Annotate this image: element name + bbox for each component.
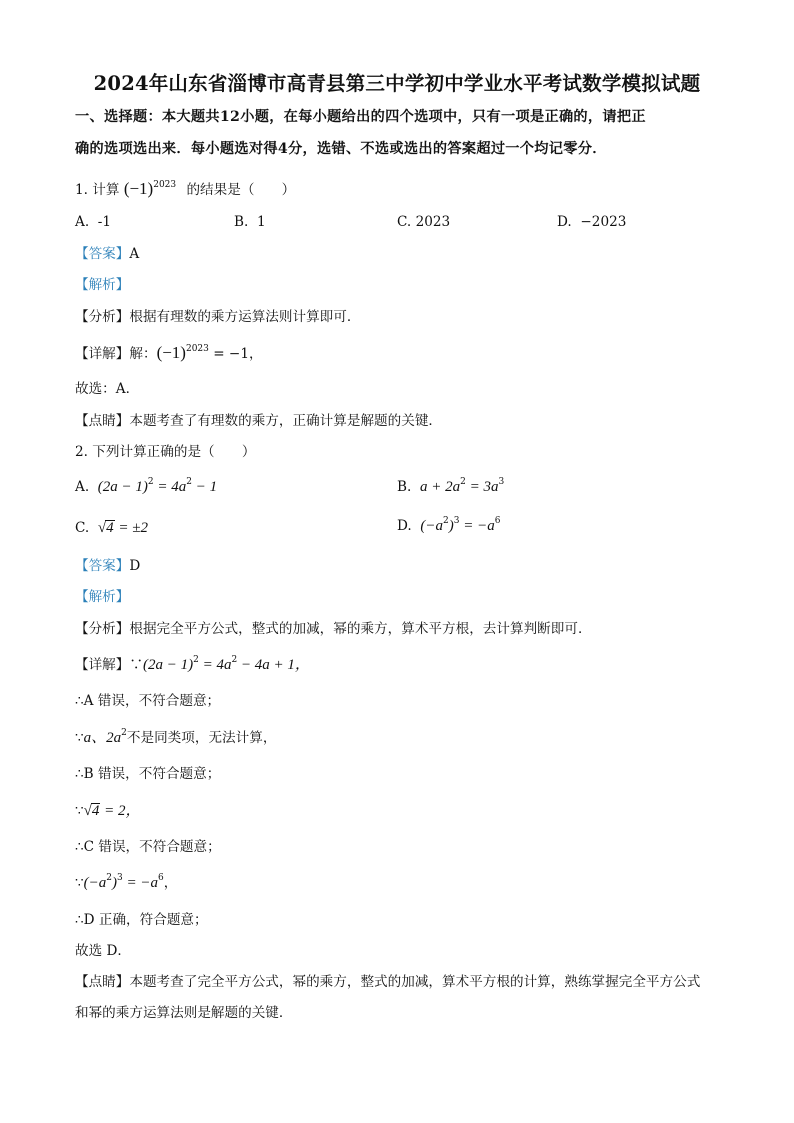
q1-option-d: D. −2023 [557,214,627,230]
q2-option-b: B. $a + 2a^2 = 3a^3$ [397,477,505,495]
q1-analysis-label: 【解析】 [75,277,130,293]
page-title: 2024年山东省淄博市高青县第三中学初中学业水平考试数学模拟试题 [93,72,701,95]
q1-base: (−1) [123,179,154,198]
q2-detail-2: ∴A 错误，不符合题意； [75,693,221,709]
q2-detail-3: ∵a、$2a^2$不是同类项，无法计算， [75,728,277,746]
q2-detail-1: 【详解】∵(2a − $1)^2 = 4a^2 - 4a + 1$， [75,655,310,673]
q2-option-a: A. $(2a - 1)^2 = 4a^2 - 1$ [75,477,218,495]
q2-detail-7: $\because(-a^2)^3 = -a^6$， [75,873,178,891]
q2-fenxi: 【分析】根据完全平方公式，整式的加减，幂的乘方，算术平方根，去计算判断即可． [75,621,592,637]
q2-answer: 【答案】D [75,558,141,574]
q1-choose: 故选：A． [75,381,140,397]
q1-fenxi: 【分析】根据有理数的乘方运算法则计算即可． [75,309,361,325]
q1-option-a: A. -1 [75,214,112,230]
q1-comment: 【点睛】本题考查了有理数的乘方，正确计算是解题的关键． [75,413,443,429]
q2-stem: 2. 下列计算正确的是（ ） [75,444,256,460]
q1-detail: 【详解】解：$(-1)^{2023} = -1$， [75,343,263,362]
q2-analysis-label: 【解析】 [75,589,130,605]
q1-exponent: 2023 [153,180,177,190]
q2-detail-6: ∴C 错误，不符合题意； [75,839,221,855]
q2-detail-5: ∵√4 = 2， [75,803,141,819]
q1-option-b: B. 1 [234,214,266,230]
q2-choose: 故选 D． [75,943,132,959]
q2-option-c: C. √4 = ±2 [75,520,148,536]
q2-comment-line2: 和幂的乘方运算法则是解题的关键． [75,1005,293,1021]
q1-answer: 【答案】A [75,246,140,262]
section-header-line1: 一、选择题：本大题共12小题，在每小题给出的四个选项中，只有一项是正确的，请把正 [75,109,646,125]
q2-detail-4: ∴B 错误，不符合题意； [75,766,221,782]
q2-comment-line1: 【点睛】本题考查了完全平方公式，幂的乘方，整式的加减，算术平方根的计算，熟练掌握完全平方公式 [75,974,701,990]
q1-stem: 1. 计算 $(-1)^{2023}$ 的结果是（ ） [75,179,296,198]
q2-option-d: D. $(-a^2)^3 = -a^6$ [397,516,501,534]
section-header-line2: 确的选项选出来．每小题选对得4分，选错、不选或选出的答案超过一个均记零分． [75,141,607,157]
q1-option-c: C. 2023 [397,214,451,230]
q2-detail-8: ∴D 正确，符合题意； [75,912,208,928]
